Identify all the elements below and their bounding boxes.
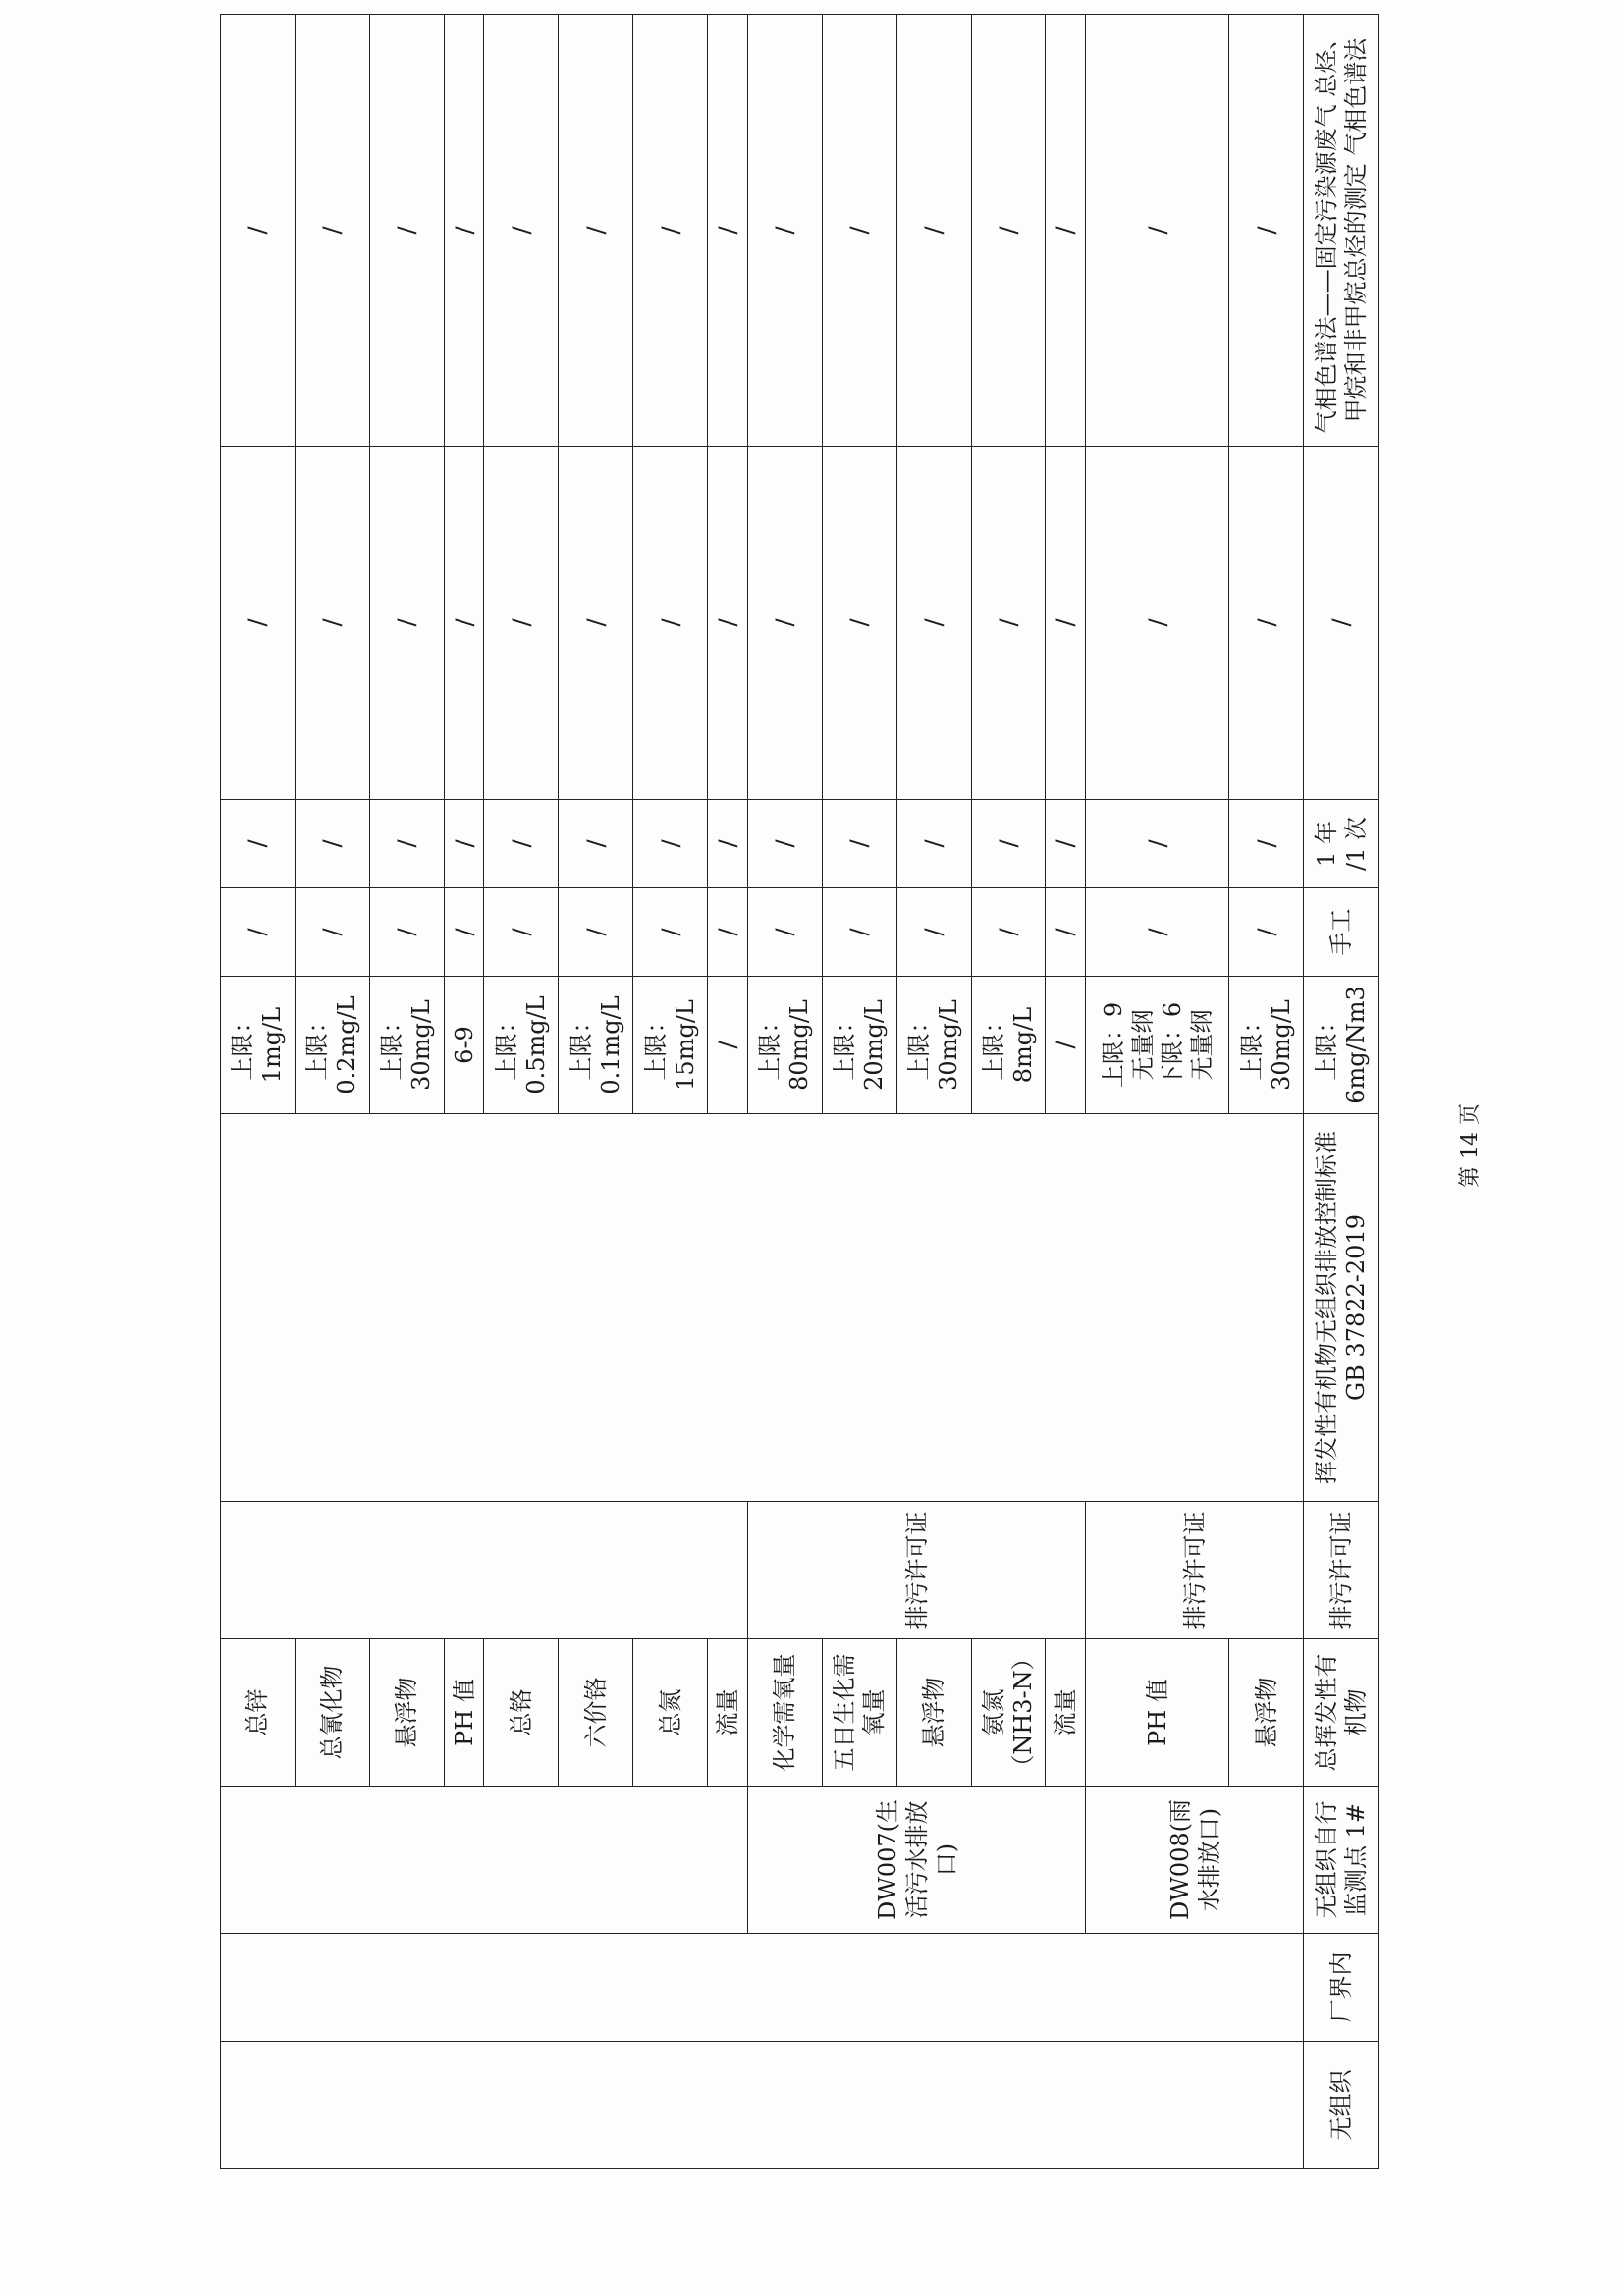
cell-frequency: / — [896, 800, 971, 888]
cell-type: 无组织 — [1304, 2042, 1379, 2169]
cell-col9: / — [1229, 15, 1304, 447]
cell-col8: / — [1229, 447, 1304, 800]
cell-point: 无组织自行监测点 1# — [1304, 1787, 1379, 1934]
cell-point: DW007(生活污水排放口) — [747, 1787, 1085, 1934]
cell-method: 手工 — [1304, 888, 1379, 977]
cell-frequency: / — [484, 800, 559, 888]
cell-col9: / — [747, 15, 822, 447]
cell-limit: / — [1046, 977, 1086, 1114]
cell-method: / — [896, 888, 971, 977]
cell-frequency: / — [747, 800, 822, 888]
cell-method: / — [1229, 888, 1304, 977]
cell-limit: 上限： 0.2mg/L — [295, 977, 369, 1114]
cell-pollutant: PH 值 — [444, 1639, 484, 1787]
cell-frequency: / — [1086, 800, 1229, 888]
cell-limit: 上限： 0.1mg/L — [559, 977, 633, 1114]
cell-method: / — [633, 888, 708, 977]
cell-pollutant: 流量 — [1046, 1639, 1086, 1787]
cell-pollutant: 化学需氧量 — [747, 1639, 822, 1787]
cell-col9: / — [822, 15, 896, 447]
cell-point: DW008(雨水排放口) — [1086, 1787, 1304, 1934]
cell-col8: / — [444, 447, 484, 800]
cell-col8: / — [221, 447, 296, 800]
cell-frequency: / — [369, 800, 444, 888]
cell-method: / — [822, 888, 896, 977]
cell-col9: 气相色谱法——固定污染源废气 总烃、甲烷和非甲烷总烃的测定 气相色谱法 — [1304, 15, 1379, 447]
cell-col9: / — [221, 15, 296, 447]
page-number: 第 14 页 — [1458, 1103, 1483, 1188]
cell-frequency: / — [1229, 800, 1304, 888]
cell-location: 厂界内 — [1304, 1934, 1379, 2042]
cell-method: / — [221, 888, 296, 977]
cell-frequency: / — [221, 800, 296, 888]
cell-limit: / — [708, 977, 748, 1114]
cell-method: / — [1086, 888, 1229, 977]
cell-method: / — [971, 888, 1046, 977]
cell-limit: 上限： 6mg/Nm3 — [1304, 977, 1379, 1114]
cell-pollutant: 总氮 — [633, 1639, 708, 1787]
cell-method: / — [559, 888, 633, 977]
cell-col8: / — [822, 447, 896, 800]
cell-pollutant: PH 值 — [1086, 1639, 1229, 1787]
cell-limit: 上限： 30mg/L — [896, 977, 971, 1114]
cell-method: / — [444, 888, 484, 977]
cell-basis: 排污许可证 — [1304, 1502, 1379, 1639]
monitoring-table — [220, 14, 1379, 2169]
table-row — [1304, 15, 1379, 2169]
cell-col9: / — [896, 15, 971, 447]
cell-basis — [221, 1502, 748, 1639]
rotated-table-container — [220, 26, 1379, 2169]
cell-pollutant: 六价铬 — [559, 1639, 633, 1787]
cell-frequency: / — [1046, 800, 1086, 888]
cell-col8: / — [295, 447, 369, 800]
table-row — [1086, 15, 1229, 2169]
cell-standard: 挥发性有机物无组织排放控制标准 GB 37822-2019 — [1304, 1114, 1379, 1502]
cell-pollutant: 总铬 — [484, 1639, 559, 1787]
cell-pollutant: 总氰化物 — [295, 1639, 369, 1787]
cell-col8: / — [559, 447, 633, 800]
cell-limit: 上限： 1mg/L — [221, 977, 296, 1114]
table-row — [747, 15, 822, 2169]
cell-col8: / — [1304, 447, 1379, 800]
cell-frequency: / — [708, 800, 748, 888]
cell-frequency: / — [822, 800, 896, 888]
cell-limit: 上限： 0.5mg/L — [484, 977, 559, 1114]
cell-limit: 上限：9 无量纲 下限：6 无量纲 — [1086, 977, 1229, 1114]
cell-limit: 上限： 30mg/L — [369, 977, 444, 1114]
cell-col9: / — [971, 15, 1046, 447]
cell-basis: 排污许可证 — [747, 1502, 1085, 1639]
table-row — [221, 15, 296, 2169]
cell-limit: 上限： 20mg/L — [822, 977, 896, 1114]
cell-col9: / — [1046, 15, 1086, 447]
cell-limit: 上限： 8mg/L — [971, 977, 1046, 1114]
cell-point — [221, 1787, 748, 1934]
cell-method: / — [295, 888, 369, 977]
cell-col9: / — [1086, 15, 1229, 447]
cell-pollutant: 总挥发性有机物 — [1304, 1639, 1379, 1787]
cell-location — [221, 1934, 1304, 2042]
cell-col8: / — [633, 447, 708, 800]
cell-frequency: / — [444, 800, 484, 888]
cell-frequency: 1 年 /1 次 — [1304, 800, 1379, 888]
cell-method: / — [708, 888, 748, 977]
cell-col9: / — [708, 15, 748, 447]
cell-frequency: / — [971, 800, 1046, 888]
cell-col8: / — [708, 447, 748, 800]
cell-limit: 6-9 — [444, 977, 484, 1114]
cell-pollutant: 悬浮物 — [896, 1639, 971, 1787]
cell-frequency: / — [295, 800, 369, 888]
cell-limit: 上限： 15mg/L — [633, 977, 708, 1114]
cell-method: / — [1046, 888, 1086, 977]
cell-frequency: / — [559, 800, 633, 888]
cell-col9: / — [295, 15, 369, 447]
cell-pollutant: 氨氮 （NH3-N） — [971, 1639, 1046, 1787]
cell-col8: / — [484, 447, 559, 800]
cell-pollutant: 五日生化需氧量 — [822, 1639, 896, 1787]
cell-col8: / — [1086, 447, 1229, 800]
cell-pollutant: 流量 — [708, 1639, 748, 1787]
cell-type — [221, 2042, 1304, 2169]
cell-limit: 上限： 30mg/L — [1229, 977, 1304, 1114]
cell-limit: 上限： 80mg/L — [747, 977, 822, 1114]
cell-pollutant: 悬浮物 — [369, 1639, 444, 1787]
cell-method: / — [747, 888, 822, 977]
cell-pollutant: 悬浮物 — [1229, 1639, 1304, 1787]
cell-col9: / — [444, 15, 484, 447]
cell-col8: / — [896, 447, 971, 800]
cell-col9: / — [484, 15, 559, 447]
cell-pollutant: 总锌 — [221, 1639, 296, 1787]
cell-col9: / — [633, 15, 708, 447]
cell-col8: / — [369, 447, 444, 800]
cell-col8: / — [747, 447, 822, 800]
cell-col8: / — [1046, 447, 1086, 800]
cell-method: / — [484, 888, 559, 977]
cell-standard — [221, 1114, 1304, 1502]
cell-method: / — [369, 888, 444, 977]
cell-basis: 排污许可证 — [1086, 1502, 1304, 1639]
cell-frequency: / — [633, 800, 708, 888]
cell-col9: / — [369, 15, 444, 447]
cell-col8: / — [971, 447, 1046, 800]
cell-col9: / — [559, 15, 633, 447]
